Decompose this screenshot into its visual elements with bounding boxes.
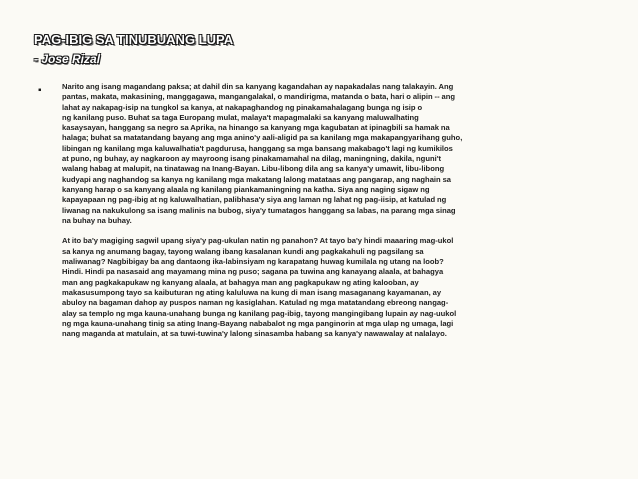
text-line: ng mga kauna-unahang tinig sa ating Inang-Bayang nababalot ng mga panginorin at mga ulap ng umaga, lagi: [62, 318, 454, 328]
text-line: pantas, makata, makasining, manggagawa, mangangalakal, o mandirigma, matanda o bata, hari o alipin -- ang: [62, 92, 456, 102]
text-line: na buhay na buhay.: [62, 215, 132, 225]
paragraph-2: [62, 236, 556, 339]
paragraph-1: [62, 82, 556, 226]
text-line: kudyapi ang naghandog sa kanya ng kanilang mga makatang lalong matataas ang pangarap, ang naghain sa: [62, 174, 452, 184]
text-line: alay sa templo ng mga kauna-unahang bunga ng kanilang pag-ibig, tayong mangingibang lupain ay nag-uukol: [62, 308, 457, 318]
slide-title: PAG-IBIG SA TINUBUANG LUPA: [34, 32, 234, 47]
text-line: man ang pagkakapukaw ng kanyang alaala, at bahagya man ang pagkapukaw ng ating kalooban, ay: [62, 277, 419, 287]
text-line: makasusumpong tayo sa kaibuturan ng ating kaluluwa na kung di man isang masaganang kayamanan, ay: [62, 287, 442, 297]
text-line: at puno, ng buhay, ay nagkaroon ay mayroong isang pinakamamahal na dilag, maningning, dakila, nguni't: [62, 154, 442, 164]
text-line: lahat ay nakapag-isip na tungkol sa kanya, at nakapaghandog ng pinakamahalagang bunga ng isip o: [62, 102, 423, 112]
text-line: libingan ng kanilang mga kaluwalhatia't pagdurusa, hanggang sa mga bansang makabago't lagi ng kumikilos: [62, 143, 453, 153]
slide-author: - Jose Rizal: [34, 52, 101, 66]
text-line: halaga; buhat sa matatandang bayang ang mga anino'y aali-aligid pa sa kanilang mga makapangyarihang guho,: [62, 133, 463, 143]
text-line: sa kanya ng anumang bagay, tayong walang ibang kasalanan kundi ang pagkakahuli ng pagsilang sa: [62, 246, 424, 256]
text-line: liwanag na nakukulong sa isang malinis na bubog, siya'y tumatagos hanggang sa labas, na parang mga sinag: [62, 205, 456, 215]
paragraph-gap: [62, 226, 556, 236]
text-line: nang maganda at matulain, at sa tuwi-tuwina'y lalong sinasamba habang sa kanya'y nawawalay at nalalayo.: [62, 329, 447, 339]
text-line: ng kanilang puso. Buhat sa taga Europang mulat, malaya't mapagmalaki sa kanyang maluwalhating: [62, 112, 419, 122]
text-line: kasaysayan, hanggang sa negro sa Aprika, na hinango sa kanyang mga kagubatan at ipinagbili sa hamak na: [62, 123, 450, 133]
text-line: kapayapaan ng pag-ibig at ng kaluwalhatian, palibhasa'y siya ang laman ng lahat ng pag-iisip, at katulad ng: [62, 195, 447, 205]
text-line: Hindi. Hindi pa nasasaid ang mayamang mina ng puso; sagana pa tuwina ang kanayang alaala, at bahagya: [62, 267, 444, 277]
text-line: At ito ba'y magiging sagwil upang siya'y pag-ukulan natin ng panahon? At tayo ba'y hindi maaaring mag-ukol: [62, 236, 454, 246]
text-line: kanyang harap o sa kanyang alaala ng kanilang piankamaningning na katha. Siya ang naging sigaw ng: [62, 184, 430, 194]
essay-body: [62, 82, 556, 339]
text-line: abuloy na bagaman dahop ay puspos naman ng kasiglahan. Katulad ng mga matatandang ebreong nangag-: [62, 298, 449, 308]
text-line: maliwanag? Nagbibigay ba ang dantaong ika-labinsiyam ng karapatang huwag kumilala ng utang na loob?: [62, 257, 444, 267]
text-line: Narito ang isang magandang paksa; at dahil din sa kanyang kagandahan ay napakadalas nang talakayin. Ang: [62, 82, 454, 91]
text-line: walang habag at malupit, na tinatawag na Inang-Bayan. Libu-libong dila ang sa kanya'y umawit, libu-libong: [62, 164, 445, 174]
bullet-icon: ▪: [38, 85, 42, 96]
